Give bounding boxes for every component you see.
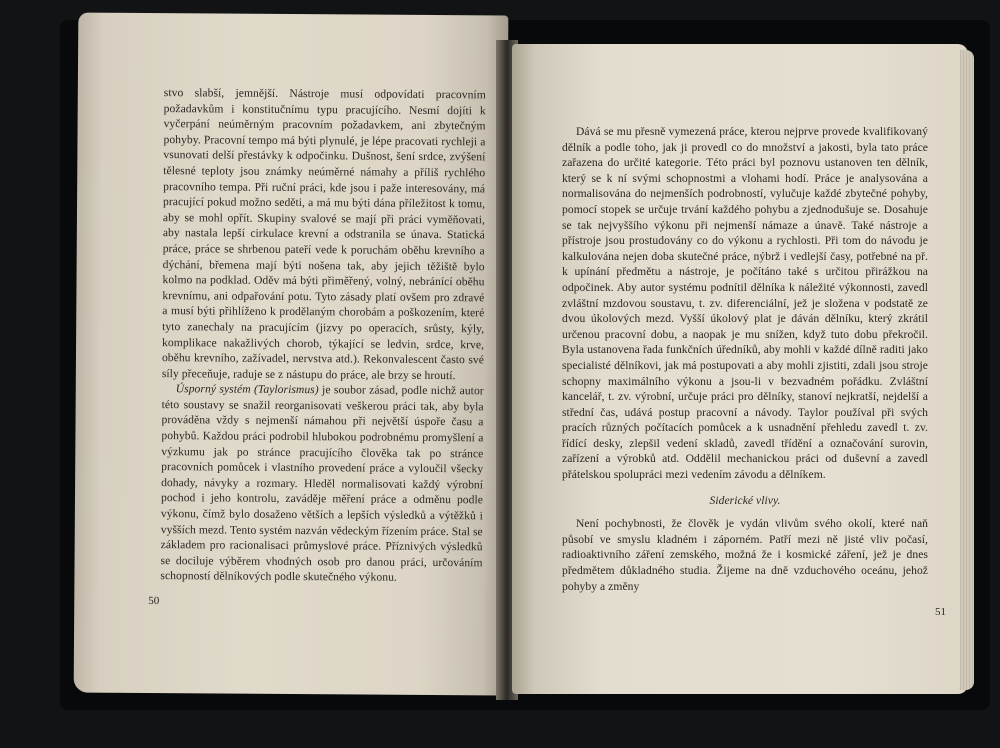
right-page (512, 44, 968, 694)
taylorism-heading: Úsporný systém (Taylorismus) (175, 382, 319, 397)
right-page-text (562, 124, 928, 594)
right-paragraph-2: Není pochybnosti, že člověk je vydán vlivům svého okolí, které naň působí ve smyslu kladném i záporném. Patří mezi ně jisté vliv počasí, radioaktivního záření zemského, možná že i kosmické záření, jež je dnes předmětem důkladného studia. Žijeme na dně vzduchového oceánu, jehož pohyby a změny (562, 517, 928, 593)
left-paragraph-2 (160, 381, 483, 586)
left-page-text (160, 85, 485, 586)
page-number-left: 50 (148, 595, 160, 608)
section-heading: Siderické vlivy. (709, 493, 781, 507)
right-paragraph-1: Dává se mu přesně vymezená práce, kterou nejprve provede kvalifikovaný dělník a podle toho, jak ji provedl co do množství a jakosti, byla tato práce zařazena do určité kategorie. Této práci byl poznovu ustanoven ten dělník, který se k ní svými schopnostmi a vlohami hodí. Práce je analysována a normalisována do nejmenších podrobností, vylučuje každé zbytečné pohyby, pomocí stopek se určuje trvání každého pohybu a zjednodušuje se. Dosahuje se tak nejvyššího výkonu při nejmenší námaze a únavě. Také nástroje a přístroje jsou prostudovány co do výkonu a rychlosti. Při tom do návodu je kalkulována nejen doba skutečné práce, nýbrž i vedlejší časy, potřebné na př. k upínání předmětu a nástroje, je počítáno také s určitou přirážkou na odpočinek. Aby autor systému podnítil dělníka k náležité výkonnosti, zavedl zvláštní mzdovou soustavu, t. zv. diferenciální, jež je složena v podstatě ze dvou úkolových mezd. Vyšší úkolový plat je dáván dělníku, který zkrátil určenou pracovní dobu, a naopak je mu snížen, když tuto dobu překročil. Byla ustanovena řada funkčních úředníků, aby mohli v každé dílně raditi jako specialisté dělníkovi, jak má postupovati a aby mohli zjistiti, zdali jsou stroje schopny maximálního výkonu a jsou-li v bezvadném pořádku. Zvláštní kancelář, t. zv. výrobní, určuje práci pro dělníky, stanoví nejkratší, nejdelší a střední čas, udává postup pracovní a návody. Taylor používal při svých pracích různých počítacích pomůcek a k usnadnění přehledu zavedl t. zv. řídící desky, zlepšil vedení skladů, zavedl třídění a označování surovin, zařízení a výrobků atd. Oddělil mechanickou práci od duševní a zavedl přátelskou spolupráci mezi vedením závodu a dělníkem. (562, 125, 928, 482)
taylorism-text: je soubor zásad, podle nichž autor této soustavy se snažil reorganisovati veškerou práci tak, aby byla prováděna vždy s nejmenší námahou při největší úspoře času a pohybů. Každou práci podrobil hlubokou podrobnému promyšlení a výzkumu jak po stránce pracujícího člověka tak po stránce pracovních pomůcek i vlastního provedení práce a vyloučil všecky dohady, návyky a rozmary. Hleděl normalisovati každý výrobní pochod i jeho kontrolu, zaváděje měření práce a odměnu podle výkonu, čímž bylo dosaženo větších a lepších výsledků a výtěžků i vyšších mezd. Tento systém nazván vědeckým řízením práce. Stal se základem pro racionalisaci průmyslové práce. Příznivých výsledků se dociluje výběrem vhodných osob pro danou práci, určováním schopností dělníkových podle skutečného výkonu. (160, 383, 484, 585)
page-edges (960, 50, 974, 690)
left-paragraph-1: stvo slabší, jemnější. Nástroje musí odpovídati pracovním požadavkům i konstitučnímu typu pracujícího. Nesmí dojíti k vyčerpání neúměrným pracovním požadavkem, ani zbytečným pohyby. Pracovní tempo má býti plynulé, je lépe pracovati rychleji a vsunovati delší přestávky k odpočinku. Dušnost, šení srdce, zvýšení tělesné teploty jsou známky neúměrné námahy a příliš rychlého pracovního tempa. Při ruční práci, kde jsou i paže interesovány, má pracující pokud možno seděti, a má mu býti dána příležitost k tomu, aby se mohl opřít. Skupiny svalové se mají při práci vyměňovati, aby nastala lepší cirkulace krevní a odstranila se únava. Statická práce, práce se shrbenou pateří vede k poruchám oběhu krevního a dýchání, břemena mají býti nošena tak, aby jejich těžiště bylo kolmo na podklad. Oděv má býti přiměřený, volný, nebránící oběhu krevnímu, ani odpařování potu. Tyto zásady platí ovšem pro zdravé a musí býti přihlíženo k prodělaným chorobám a poškozením, které tyto zanechaly na pracujícím (jizvy po operacích, srůsty, kýly, komplikace nakažlivých chorob, týkající se ledvin, srdce, krve, oběhu krevního, zažívadel, nervstva atd.). Rekonvalescent často své síly přeceňuje, raduje se z nástupu do práce, ale brzy se hroutí. (161, 86, 486, 382)
left-page (74, 13, 509, 696)
page-number-right: 51 (935, 606, 946, 618)
